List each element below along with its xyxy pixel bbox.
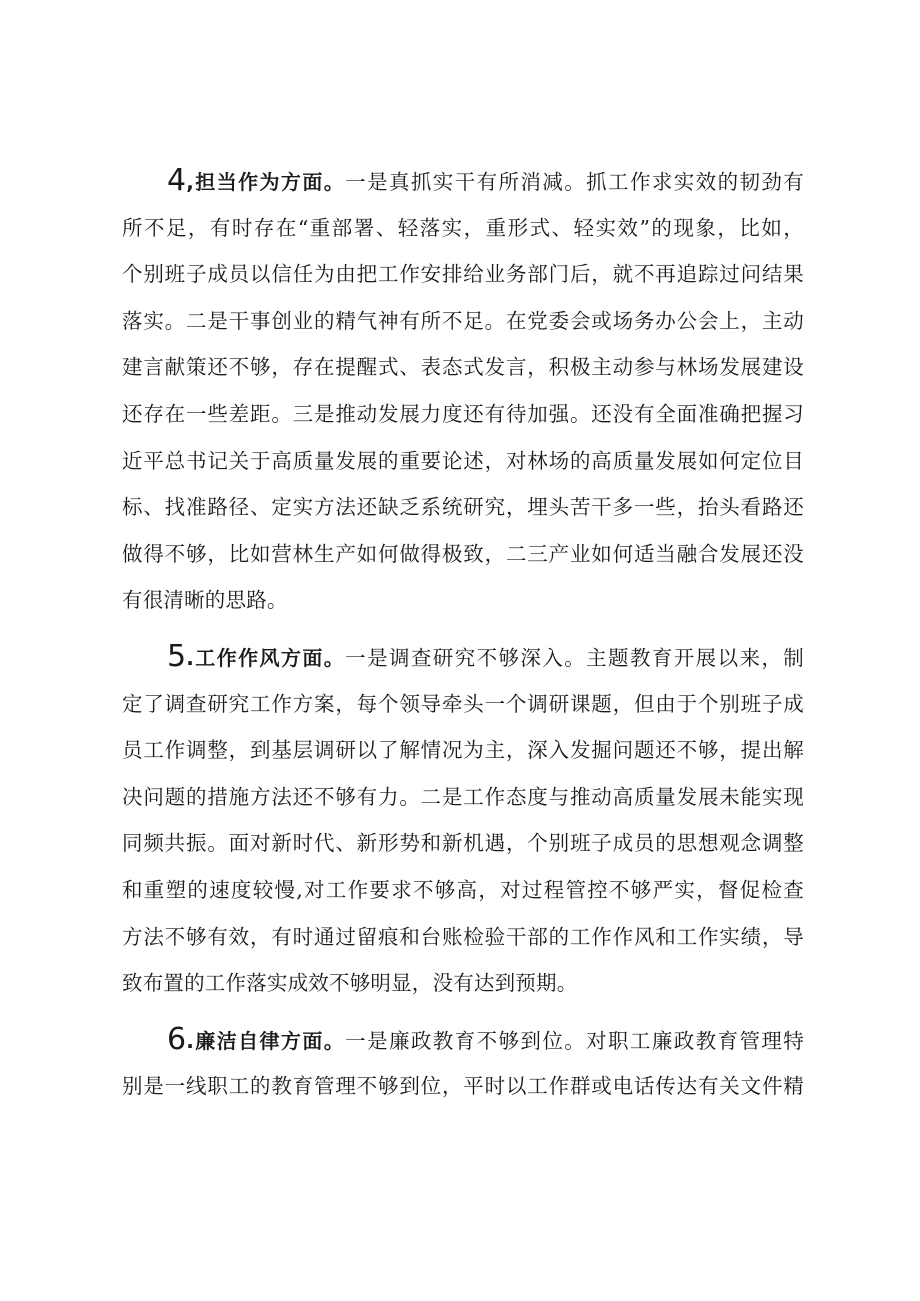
section-number: 4 xyxy=(167,163,187,198)
line-text: 一是真抓实干有所消减。抓工作求实效的韧劲有 xyxy=(345,170,804,194)
paragraph-line: 建言献策还不够，存在提醒式、表态式发言，积极主动参与林场发展建设 xyxy=(122,355,804,380)
section-heading: ,担当作为方面。 xyxy=(186,170,346,194)
paragraph-line: 别是一线职工的教育管理不够到位，平时以工作群或电话传达有关文件精 xyxy=(122,1074,804,1099)
paragraph-4 xyxy=(122,158,804,624)
paragraph-line xyxy=(122,158,804,205)
section-heading: .工作作风方面。 xyxy=(186,645,346,670)
paragraph-5 xyxy=(122,634,804,1007)
paragraph-line: 致布置的工作落实成效不够明显，没有达到预期。 xyxy=(122,971,578,996)
paragraph-line: 个别班子成员以信任为由把工作安排给业务部门后，就不再追踪过问结果 xyxy=(122,262,804,287)
section-number: 5 xyxy=(167,638,187,674)
paragraph-line: 员工作调整，到基层调研以了解情况为主，深入发掘问题还不够，提出解 xyxy=(122,738,804,763)
paragraph-line xyxy=(122,634,804,681)
paragraph-line: 决问题的措施方法还不够有力。二是工作态度与推动高质量发展未能实现 xyxy=(122,784,804,809)
paragraph-line: 落实。二是干事创业的精气神有所不足。在党委会或场务办公会上，主动 xyxy=(122,308,804,333)
section-number: 6 xyxy=(167,1021,187,1057)
paragraph-6 xyxy=(122,1017,804,1110)
paragraph-line: 同频共振。面对新时代、新形势和新机遇，个别班子成员的思想观念调整 xyxy=(122,831,804,856)
paragraph-line: 有很清晰的思路。 xyxy=(122,588,288,613)
line-text: 一是调查研究不够深入。主题教育开展以来，制 xyxy=(345,645,804,670)
document-body xyxy=(122,158,804,1120)
paragraph-line: 所不足，有时存在“重部署、轻落实，重形式、轻实效”的现象，比如， xyxy=(122,215,804,240)
paragraph-line: 近平总书记关于高质量发展的重要论述，对林场的高质量发展如何定位目 xyxy=(122,448,804,473)
paragraph-line: 和重塑的速度较慢,对工作要求不够高，对过程管控不够严实，督促检查 xyxy=(122,877,804,902)
paragraph-line: 还存在一些差距。三是推动发展力度还有待加强。还没有全面准确把握习 xyxy=(122,401,804,426)
section-heading: .廉洁自律方面。 xyxy=(186,1028,346,1053)
paragraph-line: 方法不够有效，有时通过留痕和台账检验干部的工作作风和工作实绩，导 xyxy=(122,924,804,949)
paragraph-line: 定了调查研究工作方案，每个领导牵头一个调研课题，但由于个别班子成 xyxy=(122,691,804,716)
paragraph-line xyxy=(122,1017,804,1064)
paragraph-line: 做得不够，比如营林生产如何做得极致，二三产业如何适当融合发展还没 xyxy=(122,541,804,566)
paragraph-line: 标、找准路径、定实方法还缺乏系统研究，埋头苦干多一些，抬头看路还 xyxy=(122,495,804,520)
line-text: 一是廉政教育不够到位。对职工廉政教育管理特 xyxy=(345,1028,804,1053)
